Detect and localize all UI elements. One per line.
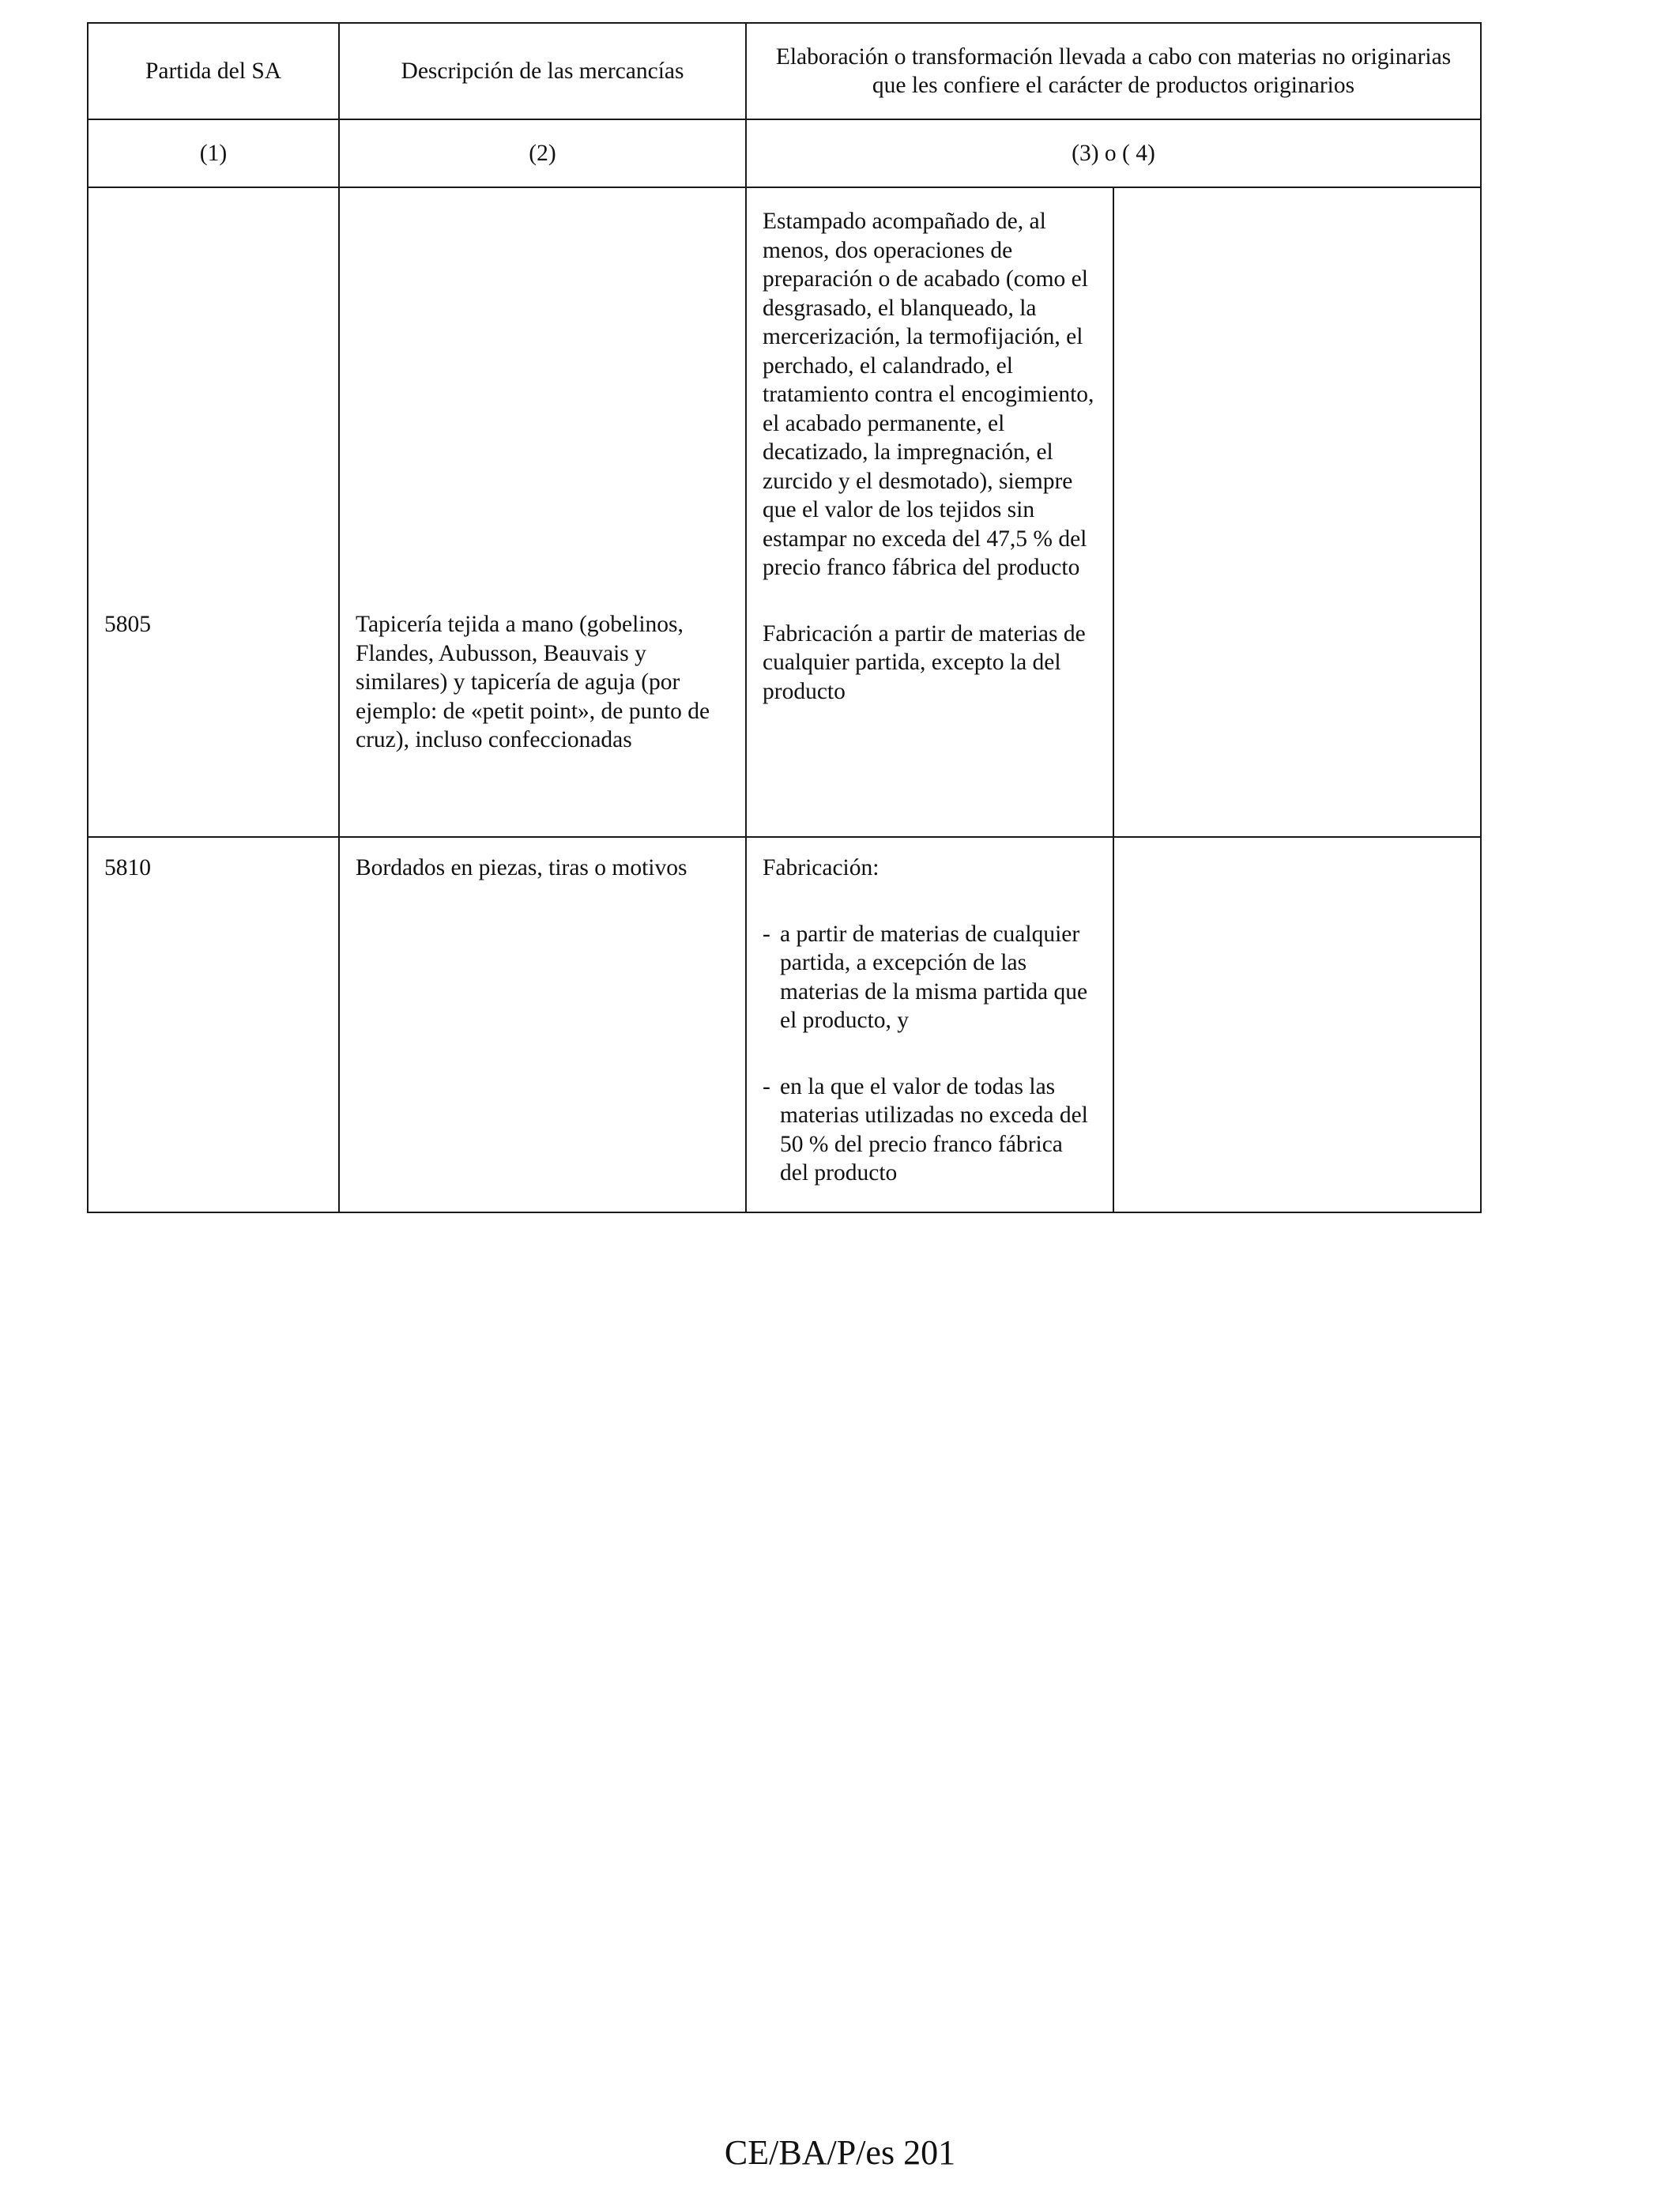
- document-reference-code: CE/BA/P/es 201: [724, 2133, 956, 2172]
- header-descripcion-label: Descripción de las mercancías: [401, 58, 684, 84]
- table-row: [88, 837, 1481, 1212]
- header-elaboracion: [746, 23, 1481, 119]
- descripcion-text: Bordados en piezas, tiras o motivos: [356, 855, 687, 880]
- list-item-text: en la que el valor de todas las materias utilizadas no exceda del 50 % del precio franco fábrica del producto: [780, 1073, 1088, 1186]
- dash-bullet: -: [763, 1073, 770, 1099]
- header-partida-label: Partida del SA: [145, 58, 282, 84]
- column-number-1: [88, 119, 339, 187]
- table-header-row: [88, 23, 1481, 119]
- rule-estampado-text: Estampado acompañado de, al menos, dos operaciones de preparación o de acabado (como el desgrasado, el blanqueado, la mercerización, la termofijación, el perchado, el calandrado, el tratamiento contra el encogimiento, el acabado permanente, el decatizado, la impregnación, el zurcido y el desmotado), siempre que el valor de los tejidos sin estampar no exceda del 47,5 % del precio franco fábrica del producto: [763, 209, 1094, 580]
- rule-col3-cell: [746, 837, 1113, 1212]
- column-number-row: [88, 119, 1481, 187]
- descripcion-text: Tapicería tejida a mano (gobelinos, Flandes, Aubusson, Beauvais y similares) y tapicería de aguja (por ejemplo: de «petit point», de punto de cruz), incluso confeccionadas: [356, 612, 710, 752]
- list-item: [763, 920, 1097, 1035]
- header-descripcion: [339, 23, 746, 119]
- rule-col4-cell: [1113, 837, 1481, 1212]
- rule-intro-text: Fabricación:: [763, 855, 880, 880]
- column-number-2: [339, 119, 746, 187]
- partida-code: 5805: [104, 612, 151, 637]
- column-number-3-4-label: (3) o ( 4): [1072, 140, 1155, 166]
- column-number-2-label: (2): [529, 140, 556, 166]
- partida-cell: [88, 187, 339, 837]
- table-row: [88, 187, 1481, 837]
- partida-code: 5810: [104, 855, 151, 880]
- column-number-1-label: (1): [199, 140, 228, 166]
- header-elaboracion-line-2: que les confiere el carácter de productos originarios: [872, 73, 1355, 98]
- dash-bullet: -: [763, 921, 770, 947]
- header-elaboracion-line-1: Elaboración o transformación llevada a cabo con materias no originarias: [775, 43, 1452, 70]
- descripcion-cell: [339, 187, 746, 837]
- rule-col4-cell: [1113, 187, 1481, 837]
- rule-col3-cell: [746, 187, 1113, 837]
- descripcion-cell: [339, 837, 746, 1212]
- origin-rules-table: [87, 22, 1482, 1213]
- list-item-text: a partir de materias de cualquier partida, a excepción de las materias de la misma partida que el producto, y: [780, 921, 1088, 1033]
- header-partida: [88, 23, 339, 119]
- list-item: [763, 1072, 1097, 1188]
- column-number-3-4: [746, 119, 1481, 187]
- rule-fabricacion-text: Fabricación a partir de materias de cualquier partida, excepto la del producto: [763, 620, 1086, 704]
- partida-cell: [88, 837, 339, 1212]
